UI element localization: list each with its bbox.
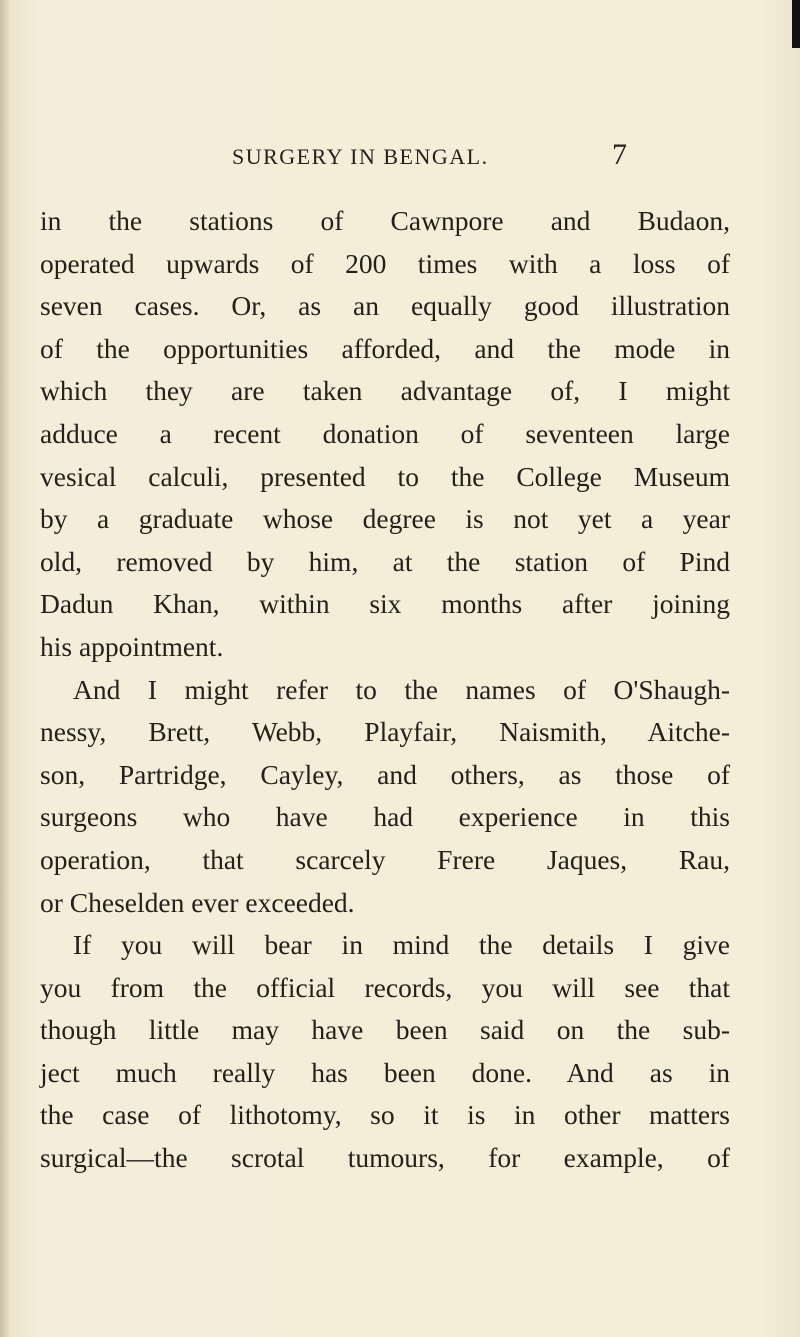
text-line: of the opportunities afforded, and the mode in <box>40 332 730 364</box>
scan-edge-mark <box>792 0 800 48</box>
text-line: operation, that scarcely Frere Jaques, Rau, <box>40 843 730 875</box>
text-line: nessy, Brett, Webb, Playfair, Naismith, Aitche- <box>40 716 730 748</box>
text-line: operated upwards of 200 times with a loss of <box>40 247 730 279</box>
text-line: which they are taken advantage of, I might <box>40 375 730 407</box>
text-line: you from the official records, you will see that <box>40 971 730 1003</box>
text-line: old, removed by him, at the station of Pind <box>40 545 730 577</box>
text-line: And I might refer to the names of O'Shaugh- <box>73 673 730 705</box>
running-title: SURGERY IN BENGAL. <box>232 144 489 169</box>
running-head <box>0 138 800 178</box>
text-line: his appointment. <box>40 630 224 662</box>
text-line: If you will bear in mind the details I give <box>73 929 730 961</box>
text-line: Dadun Khan, within six months after joining <box>40 588 730 620</box>
text-line: adduce a recent donation of seventeen large <box>40 417 730 449</box>
text-line: in the stations of Cawnpore and Budaon, <box>40 205 730 236</box>
text-line: seven cases. Or, as an equally good illustration <box>40 290 730 322</box>
text-line: by a graduate whose degree is not yet a year <box>40 503 730 535</box>
text-line: surgical—the scrotal tumours, for example, of <box>40 1142 730 1174</box>
page-number: 7 <box>612 138 627 171</box>
text-line: the case of lithotomy, so it is in other matters <box>40 1099 730 1131</box>
body-text <box>40 200 730 1180</box>
text-line: vesical calculi, presented to the College Museum <box>40 460 730 492</box>
text-line: son, Partridge, Cayley, and others, as those of <box>40 758 730 790</box>
gutter-shadow <box>0 0 10 1337</box>
text-line: ject much really has been done. And as in <box>40 1056 730 1088</box>
text-line: though little may have been said on the sub- <box>40 1014 730 1046</box>
text-line: or Cheselden ever exceeded. <box>40 886 355 918</box>
text-line: surgeons who have had experience in this <box>40 801 730 833</box>
